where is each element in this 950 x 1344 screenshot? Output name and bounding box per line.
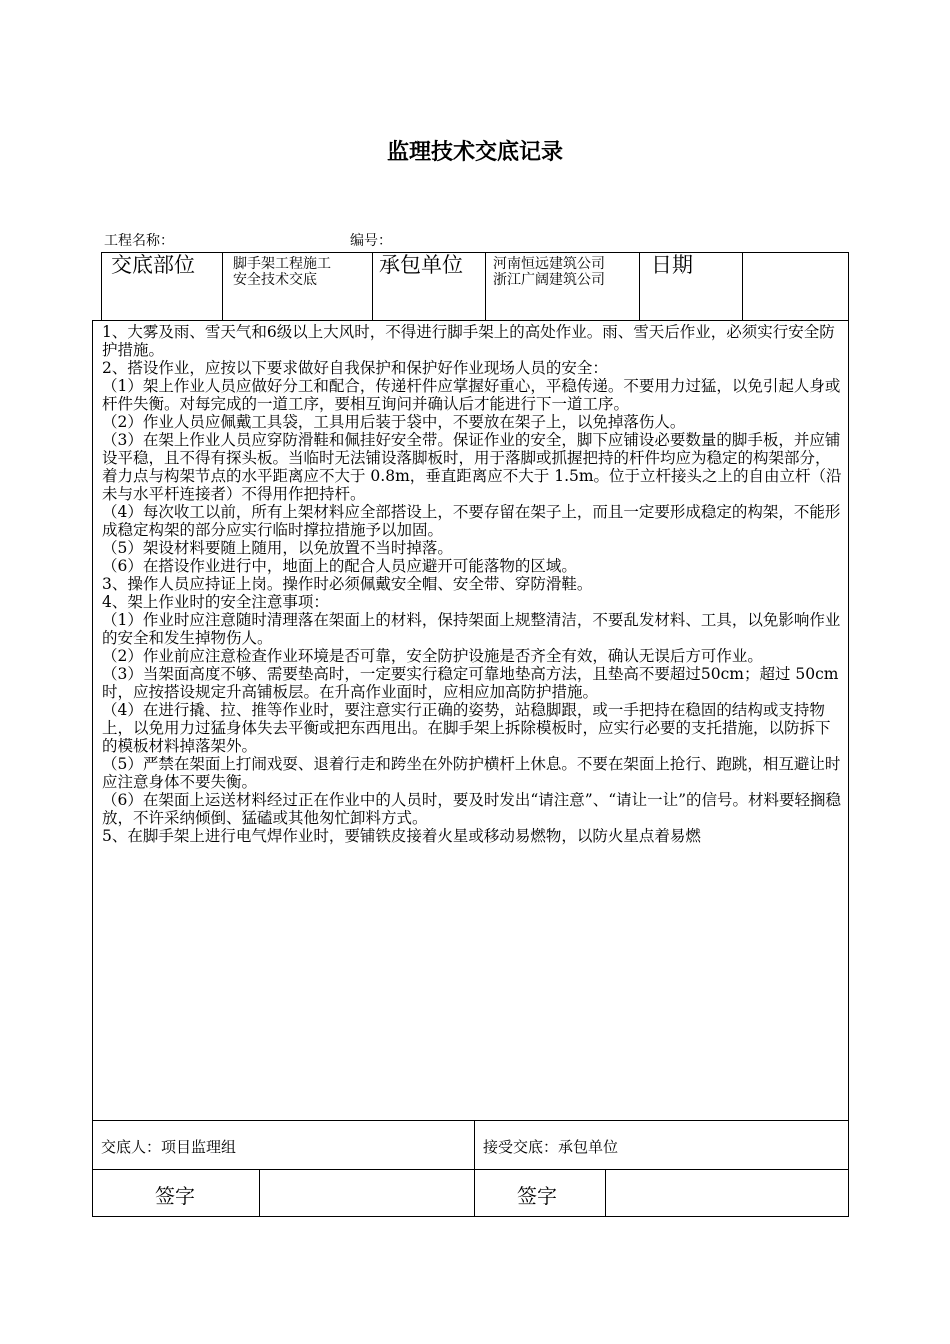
header-table (101, 252, 849, 321)
header-divider (639, 253, 640, 320)
part-label: 交底部位 (111, 253, 195, 277)
content-paragraph: （4）每次收工以前，所有上架材料应全部搭设上，不要存留在架子上，而且一定要形成稳定的构架，不能形成稳定构架的部分应实行临时撑拉措施予以加固。 (102, 503, 841, 539)
signature-table (92, 1120, 849, 1217)
content-body (102, 323, 842, 845)
signature-divider (474, 1121, 475, 1216)
content-paragraph: （3）当架面高度不够、需要垫高时，一定要实行稳定可靠地垫高方法，且垫高不要超过50cm；超过 50cm 时，应按搭设规定升高铺板层。在升高作业面时，应相应加高防护措施。 (102, 665, 839, 701)
content-paragraph: （6）在搭设作业进行中，地面上的配合人员应避开可能落物的区域。 (102, 557, 577, 575)
project-name-label: 工程名称： (104, 233, 174, 249)
part-value-line: 安全技术交底 (233, 272, 317, 288)
content-paragraph: 5、在脚手架上进行电气焊作业时，要铺铁皮接着火星或移动易燃物，以防火星点着易燃 (102, 827, 701, 845)
content-box (92, 320, 849, 1121)
content-paragraph: 1、大雾及雨、雪天气和6级以上大风时，不得进行脚手架上的高处作业。雨、雪天后作业，必须实行安全防护措施。 (102, 323, 835, 359)
document-title: 监理技术交底记录 (386, 140, 563, 165)
contractor-value-line: 河南恒远建筑公司 (493, 256, 605, 272)
issuer-signature-label: 签字 (155, 1184, 195, 1208)
date-label: 日期 (651, 253, 693, 277)
content-paragraph: （1）架上作业人员应做好分工和配合，传递杆件应掌握好重心，平稳传递。不要用力过猛，以免引起人身或杆件失衡。对每完成的一道工序，要相互询问并确认后才能进行下一道工序。 (102, 377, 841, 413)
content-paragraph: （4）在进行撬、拉、推等作业时，要注意实行正确的姿势，站稳脚跟，或一手把持在稳固的结构或支持物上，以免用力过猛身体失去平衡或把东西甩出。在脚手架上拆除模板时，应实行必要的支托措施，以防拆下的模板材料掉落架外。 (102, 701, 831, 755)
part-value-line: 脚手架工程施工 (233, 256, 331, 272)
contractor-value-line: 浙江广阔建筑公司 (493, 272, 605, 288)
header-divider (222, 253, 223, 320)
contractor-label: 承包单位 (379, 253, 463, 277)
content-paragraph: 3、操作人员应持证上岗。操作时必须佩戴安全帽、安全带、穿防滑鞋。 (102, 575, 593, 593)
receiver-label: 接受交底：承包单位 (483, 1138, 619, 1156)
content-paragraph: （2）作业人员应佩戴工具袋，工具用后装于袋中，不要放在架子上，以免掉落伤人。 (102, 413, 686, 431)
header-divider (742, 253, 743, 320)
part-value (233, 256, 331, 288)
content-paragraph: （2）作业前应注意检查作业环境是否可靠，安全防护设施是否齐全有效，确认无误后方可作业。 (102, 647, 763, 665)
receiver-signature-label: 签字 (517, 1184, 557, 1208)
signature-divider (93, 1169, 848, 1170)
number-label: 编号： (350, 233, 392, 249)
header-divider (485, 253, 486, 320)
content-paragraph: （6）在架面上运送材料经过正在作业中的人员时，要及时发出“请注意”、“请让一让”的信号。材料要轻搁稳放，不许采纳倾倒、猛磕或其他匆忙卸料方式。 (102, 791, 842, 827)
content-paragraph: （1）作业时应注意随时清理落在架面上的材料，保持架面上规整清洁，不要乱发材料、工具，以免影响作业的安全和发生掉物伤人。 (102, 611, 841, 647)
header-divider (372, 253, 373, 320)
content-paragraph: （3）在架上作业人员应穿防滑鞋和佩挂好安全带。保证作业的安全，脚下应铺设必要数量的脚手板，并应铺设平稳，且不得有探头板。当临时无法铺设落脚板时，用于落脚或抓握把持的杆件均应为稳定的构架部分，着力点与构架节点的水平距离应不大于 0.8m，垂直距离应不大于 1.5m。位于立杆接头之上的自由立杆（沿未与水平杆连接者）不得用作把持杆。 (102, 431, 842, 503)
signature-divider (259, 1169, 260, 1216)
content-paragraph: 4、架上作业时的安全注意事项： (102, 593, 329, 611)
signature-divider (605, 1169, 606, 1216)
issuer-label: 交底人：项目监理组 (101, 1138, 237, 1156)
contractor-value (493, 256, 605, 288)
content-paragraph: 2、搭设作业，应按以下要求做好自我保护和保护好作业现场人员的安全： (102, 359, 608, 377)
content-paragraph: （5）严禁在架面上打闹戏耍、退着行走和跨坐在外防护横杆上休息。不要在架面上抢行、跑跳，相互避让时应注意身体不要失衡。 (102, 755, 841, 791)
content-paragraph: （5）架设材料要随上随用，以免放置不当时掉落。 (102, 539, 453, 557)
